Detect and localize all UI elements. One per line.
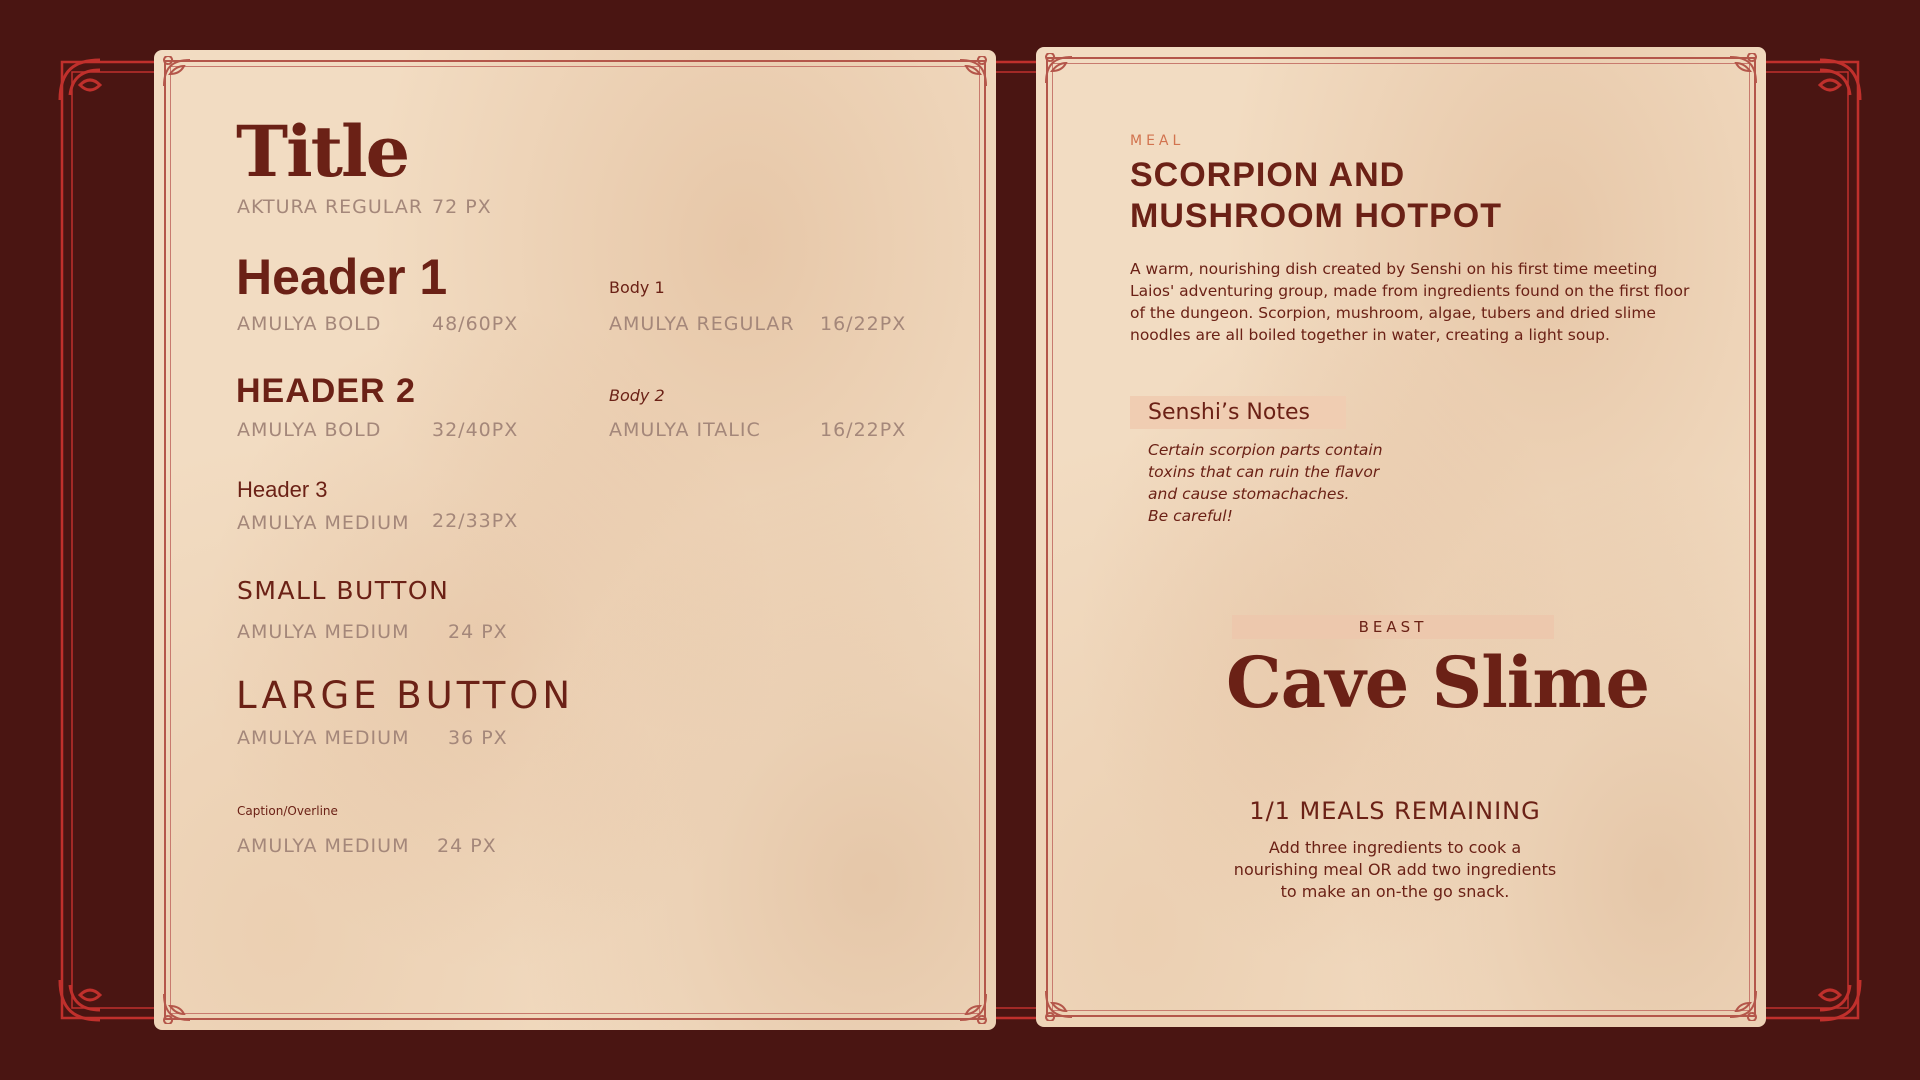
body1-size-label: 16/22PX xyxy=(820,313,907,335)
notes-line: toxins that can ruin the flavor xyxy=(1148,463,1380,481)
header2-sample: HEADER 2 xyxy=(236,372,416,410)
header1-sample: Header 1 xyxy=(236,249,448,305)
notes-line: and cause stomachaches. xyxy=(1148,485,1350,503)
small-button-size-label: 24 PX xyxy=(448,621,508,643)
header3-size-label: 22/33PX xyxy=(432,510,519,532)
meal-overline: MEAL xyxy=(1130,133,1185,149)
notes-body xyxy=(1148,439,1428,527)
header1-font-label: AMULYA BOLD xyxy=(237,313,382,335)
meal-title xyxy=(1130,155,1650,237)
corner-flourish-icon xyxy=(956,56,990,90)
meals-remaining-description xyxy=(1185,837,1605,903)
title-size-label: 72 PX xyxy=(432,196,492,218)
header2-size-label: 32/40PX xyxy=(432,419,519,441)
body2-font-label: AMULYA ITALIC xyxy=(609,419,761,441)
body2-size-label: 16/22PX xyxy=(820,419,907,441)
meals-remaining: 1/1 MEALS REMAINING xyxy=(1249,797,1541,825)
beast-name: Cave Slime xyxy=(1226,641,1649,724)
corner-flourish-icon xyxy=(1042,53,1076,87)
corner-flourish-icon xyxy=(160,990,194,1024)
typography-panel xyxy=(154,50,996,1030)
caption-sample: Caption/Overline xyxy=(237,804,338,818)
notes-line: Certain scorpion parts contain xyxy=(1148,441,1383,459)
beast-tag: BEAST xyxy=(1232,615,1554,639)
meal-title-line-1: SCORPION AND xyxy=(1130,156,1406,194)
caption-font-label: AMULYA MEDIUM xyxy=(237,835,410,857)
remaining-line: to make an on-the go snack. xyxy=(1280,882,1510,901)
corner-flourish-icon xyxy=(1726,53,1760,87)
caption-size-label: 24 PX xyxy=(437,835,497,857)
body2-sample: Body 2 xyxy=(609,386,665,405)
small-button-font-label: AMULYA MEDIUM xyxy=(237,621,410,643)
notes-heading: Senshi’s Notes xyxy=(1130,396,1346,429)
header2-font-label: AMULYA BOLD xyxy=(237,419,382,441)
small-button-sample: SMALL BUTTON xyxy=(237,576,450,605)
meal-description: A warm, nourishing dish created by Senshi on his first time meeting Laios' adventuring group, made from ingredients found on the first floor of the dungeon. Scorpion, mushroom, algae, tubers and dried slime noodles are all boiled together in water, creating a light soup. xyxy=(1130,260,1690,344)
header1-size-label: 48/60PX xyxy=(432,313,519,335)
large-button-sample: LARGE BUTTON xyxy=(236,674,575,717)
corner-flourish-icon xyxy=(1726,987,1760,1021)
corner-flourish-icon xyxy=(1042,987,1076,1021)
header3-sample: Header 3 xyxy=(237,477,328,502)
remaining-line: Add three ingredients to cook a xyxy=(1268,838,1522,857)
title-font-label: AKTURA REGULAR xyxy=(237,196,424,218)
large-button-font-label: AMULYA MEDIUM xyxy=(237,727,410,749)
remaining-line: nourishing meal OR add two ingredients xyxy=(1233,860,1557,879)
notes-line: Be careful! xyxy=(1148,507,1233,525)
header3-font-label: AMULYA MEDIUM xyxy=(237,512,410,534)
meal-title-line-2: MUSHROOM HOTPOT xyxy=(1130,197,1502,235)
meal-card-panel xyxy=(1036,47,1766,1027)
body1-sample: Body 1 xyxy=(609,278,665,297)
corner-flourish-icon xyxy=(160,56,194,90)
large-button-size-label: 36 PX xyxy=(448,727,508,749)
body1-font-label: AMULYA REGULAR xyxy=(609,313,795,335)
corner-flourish-icon xyxy=(956,990,990,1024)
title-sample: Title xyxy=(236,110,409,193)
